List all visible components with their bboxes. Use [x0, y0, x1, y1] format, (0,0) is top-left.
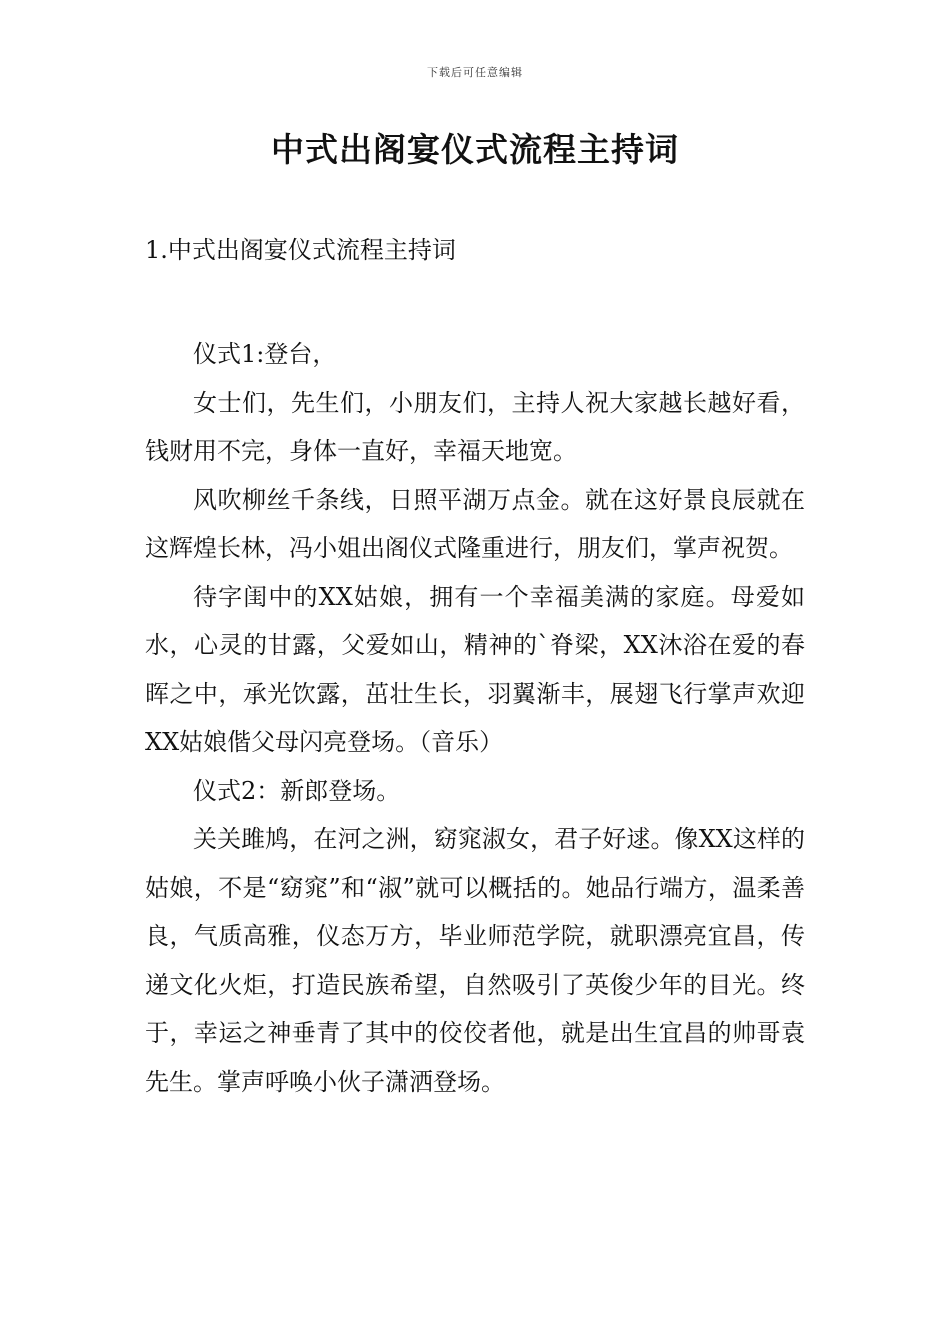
paragraph: 关关雎鸠，在河之洲，窈窕淑女，君子好逑。像XX这样的姑娘，不是“窈窕”和“淑”就可以概括的。她品行端方，温柔善良，气质高雅，仪态万方，毕业师范学院，就职漂亮宜昌，传递文化火炬，打造民族希望，自然吸引了英俊少年的目光。终于，幸运之神垂青了其中的佼佼者他，就是出生宜昌的帅哥袁先生。掌声呼唤小伙子潇洒登场。 [145, 825, 805, 1096]
paragraph: 女士们，先生们，小朋友们，主持人祝大家越长越好看，钱财用不完，身体一直好，幸福天地宽。 [145, 388, 805, 465]
paragraph: 风吹柳丝千条线，日照平湖万点金。就在这好景良辰就在这辉煌长林，冯小姐出阁仪式隆重进行，朋友们，掌声祝贺。 [145, 485, 805, 562]
section-heading: 1.中式出阁宴仪式流程主持词 [145, 236, 456, 264]
paragraph: 待字闺中的XX姑娘，拥有一个幸福美满的家庭。母爱如水，心灵的甘露，父爱如山，精神的`脊梁，XX沐浴在爱的春晖之中，承光饮露，茁壮生长，羽翼渐丰，展翅飞行掌声欢迎XX姑娘偕父母闪亮登场。（音乐） [145, 582, 805, 756]
header-note: 下载后可任意编辑 [427, 66, 523, 79]
paragraph: 仪式1:登台， [193, 340, 337, 368]
paragraph: 仪式2：新郎登场。 [193, 776, 401, 805]
page-title: 中式出阁宴仪式流程主持词 [271, 130, 679, 169]
body-text [145, 330, 805, 1106]
